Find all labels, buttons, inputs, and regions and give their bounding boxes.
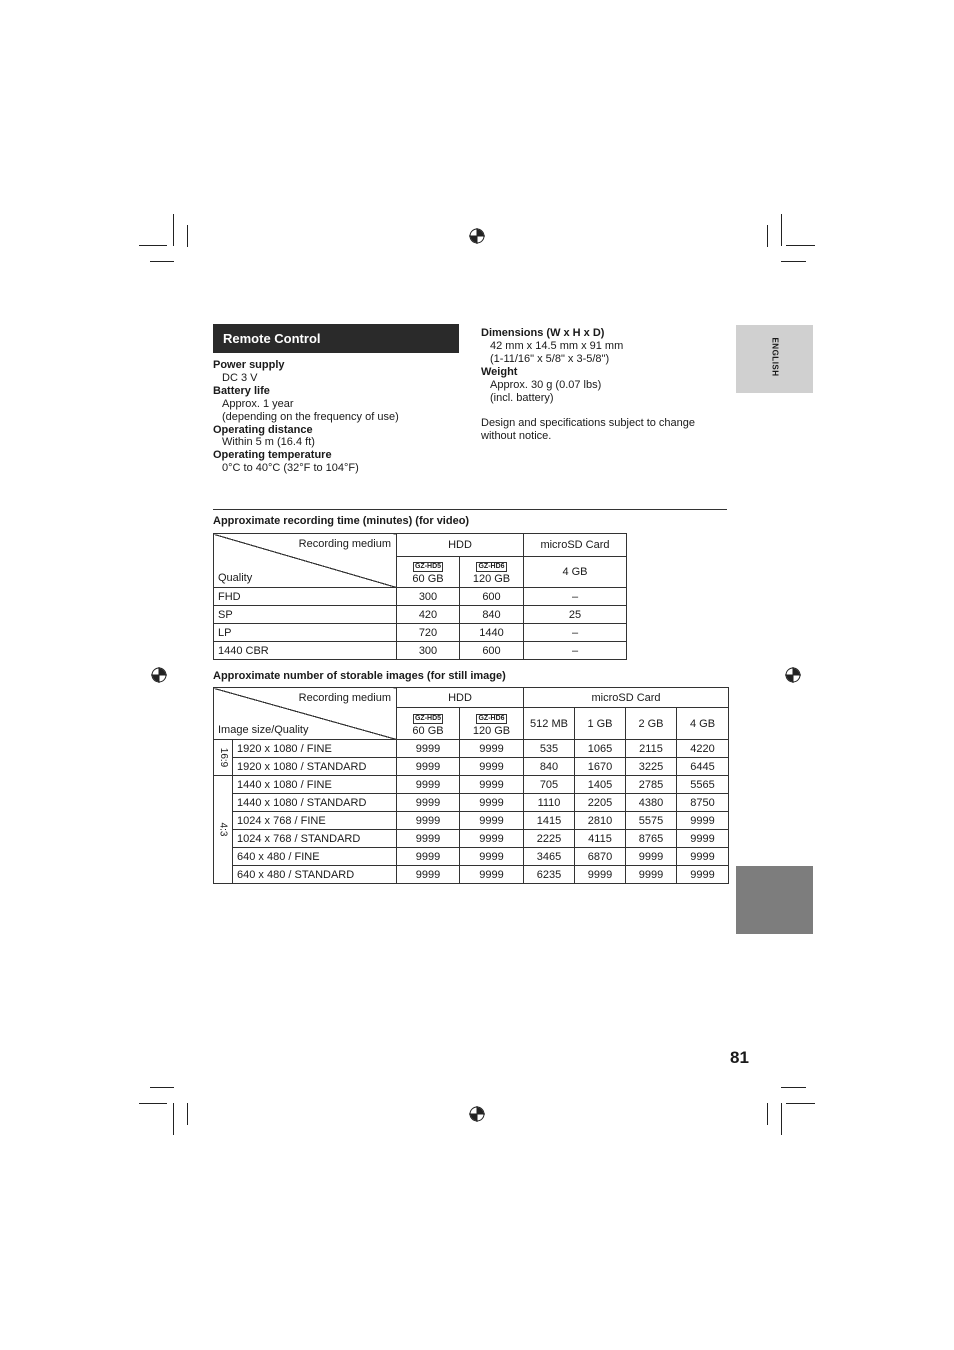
table-row: 4:3 1440 x 1080 / FINE 9999 9999 705 1405 2785 5565: [214, 776, 729, 794]
capacity-label: 120 GB: [472, 573, 511, 585]
spec-label-dimensions: Dimensions (W x H x D): [481, 327, 605, 339]
corner-label-medium: Recording medium: [298, 538, 391, 550]
registration-mark-icon: [151, 667, 167, 683]
model-badge: GZ-HD6: [478, 714, 505, 722]
spec-value-dimensions-metric: 42 mm x 14.5 mm x 91 mm: [490, 339, 624, 352]
model-badge: GZ-HD5: [414, 563, 442, 570]
model-badge: GZ-HD5: [414, 714, 442, 722]
capacity-label: 60 GB: [412, 573, 444, 585]
table-corner-cell: [214, 534, 397, 588]
remote-spec-list-right: [481, 327, 731, 443]
column-header-sd-1gb: 1 GB: [575, 708, 626, 740]
table-row: FHD 300 600 –: [214, 588, 627, 606]
section-divider: [213, 509, 727, 510]
column-header-gz-hd5: [397, 708, 460, 740]
aspect-group-16-9: 16:9: [214, 740, 233, 776]
video-recording-time-table: [213, 533, 627, 660]
spec-value-operating-distance: Within 5 m (16.4 ft): [222, 436, 315, 449]
corner-label-quality: Quality: [218, 572, 253, 584]
spec-notice-line-1: Design and specifications subject to change: [481, 417, 696, 430]
corner-label-medium: Recording medium: [298, 692, 391, 704]
registration-mark-icon: [469, 228, 485, 244]
table-row: 16:9 1920 x 1080 / FINE 9999 9999 535 1065 2115 4220: [214, 740, 729, 758]
registration-mark-icon: [785, 667, 801, 683]
column-header-sd-512mb: 512 MB: [524, 708, 575, 740]
video-table-title: Approximate recording time (minutes) (for video): [213, 515, 470, 527]
page-number: 81: [730, 1048, 749, 1067]
aspect-group-4-3: 4:3: [214, 776, 233, 884]
remote-spec-list: [213, 359, 463, 475]
column-header-sd-2gb: 2 GB: [626, 708, 677, 740]
model-badge: GZ-HD6: [478, 563, 505, 570]
spec-value-weight: Approx. 30 g (0.07 lbs): [490, 378, 602, 391]
column-header-gz-hd6: [460, 557, 524, 588]
spec-label-power-supply: Power supply: [213, 359, 285, 371]
language-tab-label: ENGLISH: [770, 337, 779, 377]
column-header-gz-hd5: [397, 557, 460, 588]
table-row: LP 720 1440 –: [214, 624, 627, 642]
column-header-sd-4gb: 4 GB: [524, 557, 627, 588]
table-row: 1024 x 768 / FINE 9999 9999 1415 2810 5575 9999: [214, 812, 729, 830]
spec-label-operating-temperature: Operating temperature: [213, 449, 332, 462]
table-row: 1440 CBR 300 600 –: [214, 642, 627, 660]
spec-label-weight: Weight: [481, 365, 518, 378]
column-header-hdd: HDD: [397, 534, 524, 557]
capacity-label: 60 GB: [412, 724, 444, 737]
column-header-gz-hd6: [460, 708, 524, 740]
spec-value-operating-temperature: 0°C to 40°C (32°F to 104°F): [222, 462, 359, 475]
capacity-label: 120 GB: [472, 724, 511, 737]
column-header-microsd: microSD Card: [524, 688, 729, 708]
table-row: 1920 x 1080 / STANDARD 9999 9999 840 1670 3225 6445: [214, 758, 729, 776]
spec-label-battery-life: Battery life: [213, 384, 270, 397]
spec-label-operating-distance: Operating distance: [213, 423, 313, 436]
column-header-sd-4gb: 4 GB: [677, 708, 729, 740]
section-index-tab: [736, 866, 813, 934]
spec-value-battery-life: Approx. 1 year: [222, 397, 294, 410]
spec-value-weight-note: (incl. battery): [490, 391, 554, 404]
table-row: SP 420 840 25: [214, 606, 627, 624]
still-table-title: Approximate number of storable images (for still image): [213, 670, 506, 682]
table-row: 1440 x 1080 / STANDARD 9999 9999 1110 2205 4380 8750: [214, 794, 729, 812]
table-row: 640 x 480 / FINE 9999 9999 3465 6870 9999 9999: [214, 848, 729, 866]
remote-control-heading: Remote Control: [213, 324, 459, 353]
column-header-microsd: microSD Card: [524, 534, 627, 557]
language-tab: [736, 325, 813, 393]
spec-notice-line-2: without notice.: [481, 430, 552, 443]
still-image-count-table: [213, 687, 729, 884]
spec-value-dimensions-imperial: (1-11/16" x 5/8" x 3-5/8"): [490, 352, 610, 365]
table-row: 1024 x 768 / STANDARD 9999 9999 2225 4115 8765 9999: [214, 830, 729, 848]
spec-value-battery-life-note: (depending on the frequency of use): [222, 410, 399, 423]
table-row: 640 x 480 / STANDARD 9999 9999 6235 9999 9999 9999: [214, 866, 729, 884]
registration-mark-icon: [469, 1106, 485, 1122]
corner-label-image-size: Image size/Quality: [218, 724, 309, 736]
table-corner-cell: [214, 688, 397, 740]
column-header-hdd: HDD: [397, 688, 524, 708]
spec-value-power-supply: DC 3 V: [222, 371, 258, 384]
